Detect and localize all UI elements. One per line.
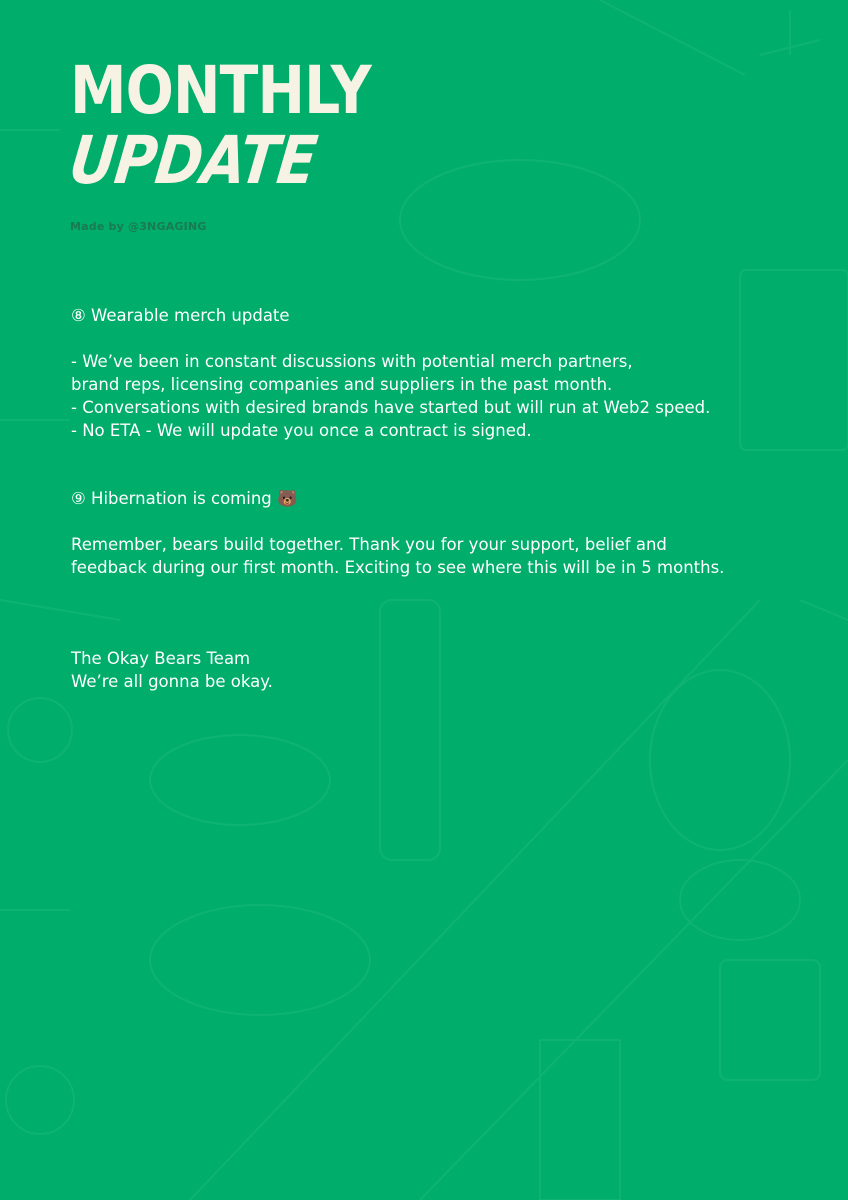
- section-wearable-merch: [71, 304, 791, 442]
- update-content: [71, 304, 791, 693]
- body-line: feedback during our first month. Exciting to see where this will be in 5 months.: [71, 558, 725, 577]
- section-body: [71, 533, 791, 579]
- title-line-update: UPDATE: [65, 122, 321, 199]
- signoff-team: The Okay Bears Team: [71, 649, 251, 668]
- section-heading: ⑧ Wearable merch update: [71, 306, 290, 325]
- body-line: - No ETA - We will update you once a contract is signed.: [71, 421, 532, 440]
- section-heading: ⑨ Hibernation is coming 🐻: [71, 489, 298, 508]
- signoff: [71, 647, 791, 693]
- section-body: [71, 350, 791, 442]
- page-title: [65, 52, 420, 199]
- body-line: - We’ve been in constant discussions with potential merch partners,: [71, 352, 633, 371]
- body-line: - Conversations with desired brands have started but will run at Web2 speed.: [71, 398, 711, 417]
- body-line: brand reps, licensing companies and suppliers in the past month.: [71, 375, 613, 394]
- section-hibernation: [71, 487, 791, 579]
- signoff-tagline: We’re all gonna be okay.: [71, 672, 273, 691]
- title-line-monthly: MONTHLY: [70, 52, 371, 129]
- author-credit: Made by @3NGAGING: [70, 220, 207, 233]
- body-line: Remember, bears build together. Thank you for your support, belief and: [71, 535, 667, 554]
